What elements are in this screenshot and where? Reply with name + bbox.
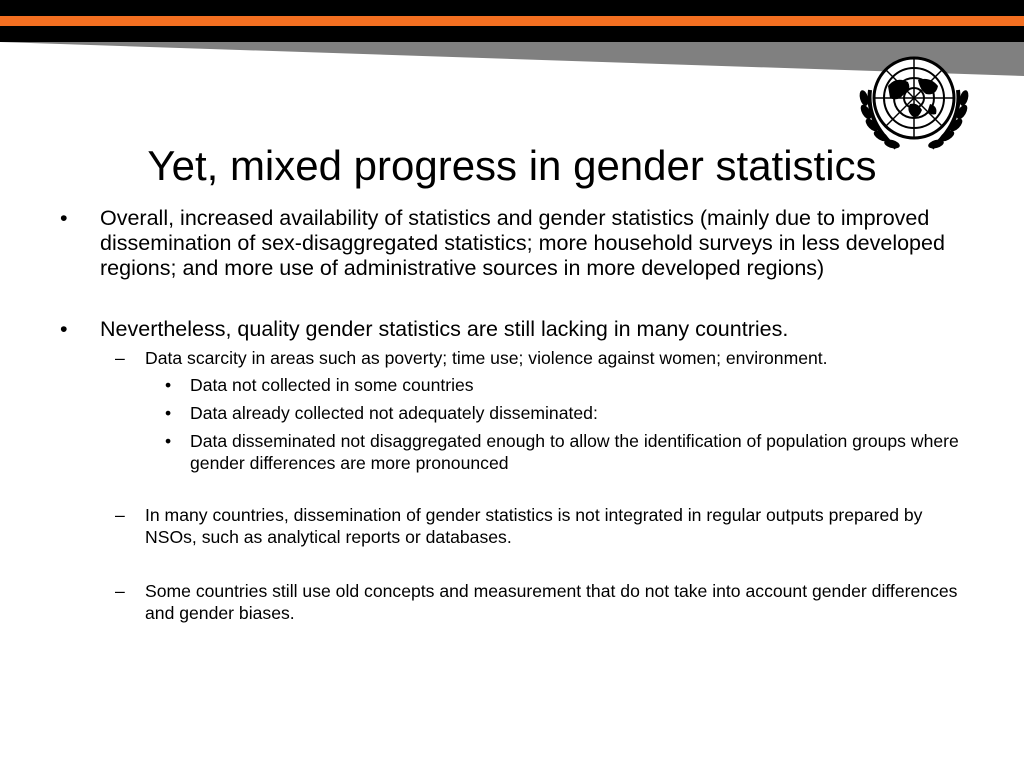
dash-marker: –: [115, 348, 125, 368]
bullet-text: Nevertheless, quality gender statistics are still lacking in many countries.: [100, 317, 789, 341]
bullet-marker: •: [165, 431, 172, 451]
orange-stripe: [0, 16, 1024, 26]
bullet-marker: •: [165, 403, 172, 423]
bullet-item: [60, 317, 960, 342]
sub-item-text: Data scarcity in areas such as poverty; time use; violence against women; environment.: [145, 348, 828, 368]
bullet-marker: •: [60, 317, 68, 341]
top-black-band: [0, 0, 1024, 16]
lower-black-band: [0, 26, 1024, 42]
sub-sub-item-text: Data not collected in some countries: [190, 375, 474, 395]
bullet-marker: •: [60, 206, 68, 230]
sub-item: [60, 580, 960, 624]
sub-sub-item: [60, 374, 960, 396]
sub-sub-item-text: Data already collected not adequately disseminated:: [190, 403, 598, 423]
sub-item: [60, 347, 960, 369]
slide-body: [60, 206, 960, 624]
bullet-item: [60, 206, 960, 281]
dash-marker: –: [115, 581, 125, 601]
sub-sub-item: [60, 402, 960, 424]
slide-title: Yet, mixed progress in gender statistics: [147, 142, 877, 189]
bullet-marker: •: [165, 375, 172, 395]
sub-sub-item-text: Data disseminated not disaggregated enough to allow the identification of population groups where gender differences are more pronounced: [190, 431, 959, 473]
dash-marker: –: [115, 505, 125, 525]
sub-item: [60, 504, 960, 548]
sub-item-text: In many countries, dissemination of gender statistics is not integrated in regular outputs prepared by NSOs, such as analytical reports or databases.: [145, 505, 923, 547]
sub-item-text: Some countries still use old concepts and measurement that do not take into account gender differences and gender biases.: [145, 581, 958, 623]
sub-sub-item: [60, 430, 960, 474]
bullet-text: Overall, increased availability of statistics and gender statistics (mainly due to improved dissemination of sex-disaggregated statistics; more household surveys in less developed regions; and more use of administrative sources in more developed regions): [100, 206, 945, 280]
